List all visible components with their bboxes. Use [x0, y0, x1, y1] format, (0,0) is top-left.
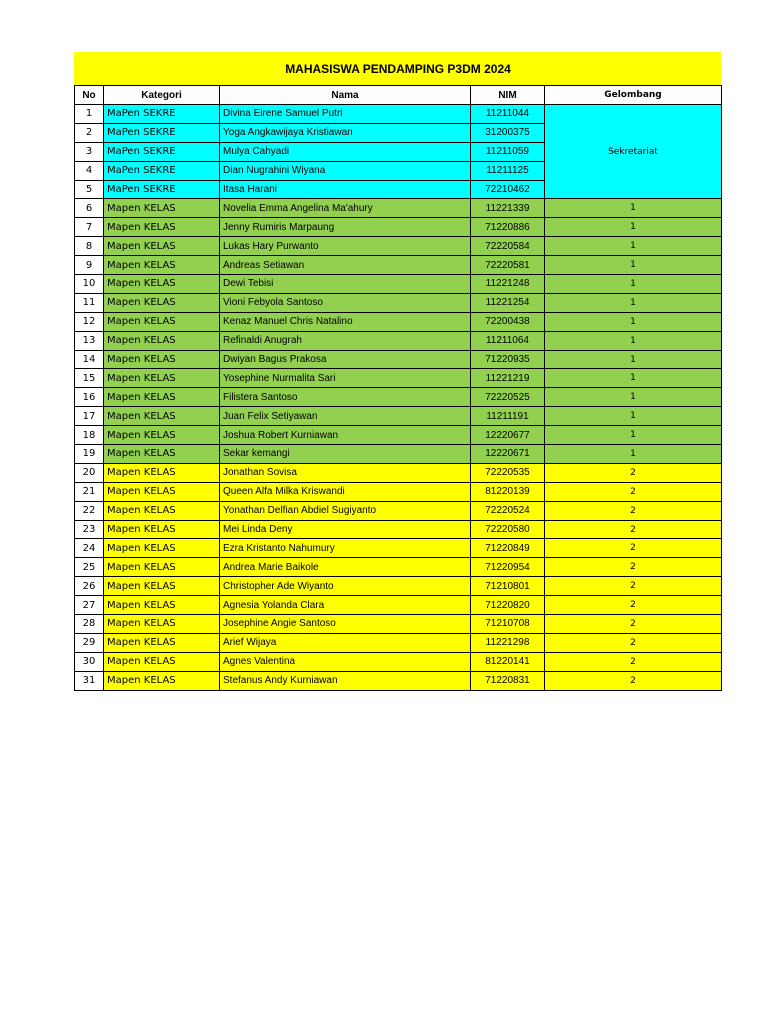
cell-gelombang: 2	[545, 463, 722, 482]
cell-nama: Andreas Setiawan	[220, 256, 471, 275]
cell-kategori: Mapen KELAS	[104, 652, 220, 671]
cell-nama: Filistera Santoso	[220, 388, 471, 407]
cell-no: 28	[75, 615, 104, 634]
cell-nama: Christopher Ade Wiyanto	[220, 577, 471, 596]
table-row	[75, 539, 722, 558]
cell-gelombang: 1	[545, 388, 722, 407]
spreadsheet	[74, 52, 721, 691]
cell-no: 14	[75, 350, 104, 369]
header-kategori: Kategori	[104, 86, 220, 105]
cell-gelombang: 1	[545, 407, 722, 426]
cell-gelombang: 2	[545, 558, 722, 577]
cell-no: 23	[75, 520, 104, 539]
cell-nama: Dewi Tebisi	[220, 275, 471, 294]
table-row	[75, 312, 722, 331]
cell-kategori: Mapen KELAS	[104, 482, 220, 501]
cell-nim: 11221339	[471, 199, 545, 218]
cell-gelombang: 1	[545, 256, 722, 275]
cell-no: 1	[75, 105, 104, 124]
table-row	[75, 463, 722, 482]
cell-no: 22	[75, 501, 104, 520]
cell-nama: Yonathan Delfian Abdiel Sugiyanto	[220, 501, 471, 520]
cell-kategori: Mapen KELAS	[104, 463, 220, 482]
cell-nama: Dwiyan Bagus Prakosa	[220, 350, 471, 369]
cell-nama: Agnes Valentina	[220, 652, 471, 671]
cell-no: 4	[75, 161, 104, 180]
cell-kategori: Mapen KELAS	[104, 577, 220, 596]
cell-no: 8	[75, 237, 104, 256]
cell-nama: Kenaz Manuel Chris Natalino	[220, 312, 471, 331]
cell-no: 18	[75, 426, 104, 445]
header-nama: Nama	[220, 86, 471, 105]
cell-nim: 81220141	[471, 652, 545, 671]
cell-nama: Refinaldi Anugrah	[220, 331, 471, 350]
table-row	[75, 633, 722, 652]
cell-no: 13	[75, 331, 104, 350]
cell-nim: 11221219	[471, 369, 545, 388]
cell-nama: Agnesia Yolanda Clara	[220, 596, 471, 615]
table-row	[75, 407, 722, 426]
cell-gelombang: 1	[545, 275, 722, 294]
cell-no: 15	[75, 369, 104, 388]
cell-nim: 72220525	[471, 388, 545, 407]
cell-nama: Jonathan Sovisa	[220, 463, 471, 482]
cell-nim: 71220954	[471, 558, 545, 577]
cell-gelombang: 2	[545, 482, 722, 501]
cell-no: 3	[75, 142, 104, 161]
cell-kategori: Mapen KELAS	[104, 350, 220, 369]
cell-nama: Itasa Harani	[220, 180, 471, 199]
cell-nim: 72220581	[471, 256, 545, 275]
cell-no: 5	[75, 180, 104, 199]
cell-no: 16	[75, 388, 104, 407]
header-no: No	[75, 86, 104, 105]
cell-kategori: Mapen KELAS	[104, 218, 220, 237]
sheet-title: MAHASISWA PENDAMPING P3DM 2024	[74, 52, 721, 85]
cell-gelombang: 2	[545, 596, 722, 615]
cell-kategori: MaPen SEKRE	[104, 105, 220, 124]
table-row	[75, 293, 722, 312]
cell-nama: Mulya Cahyadi	[220, 142, 471, 161]
cell-gelombang: 1	[545, 218, 722, 237]
table-row	[75, 331, 722, 350]
cell-kategori: Mapen KELAS	[104, 312, 220, 331]
cell-nama: Stefanus Andy Kurniawan	[220, 671, 471, 690]
cell-gelombang-sekretariat: Sekretariat	[545, 105, 722, 199]
table-row	[75, 615, 722, 634]
cell-kategori: Mapen KELAS	[104, 558, 220, 577]
cell-no: 27	[75, 596, 104, 615]
cell-kategori: Mapen KELAS	[104, 369, 220, 388]
cell-nama: Dian Nugrahini Wiyana	[220, 161, 471, 180]
cell-nama: Queen Alfa Milka Kriswandi	[220, 482, 471, 501]
cell-nim: 71210708	[471, 615, 545, 634]
cell-gelombang: 2	[545, 539, 722, 558]
cell-no: 29	[75, 633, 104, 652]
cell-nim: 12220671	[471, 445, 545, 464]
cell-kategori: Mapen KELAS	[104, 293, 220, 312]
cell-no: 2	[75, 123, 104, 142]
cell-kategori: Mapen KELAS	[104, 520, 220, 539]
cell-gelombang: 2	[545, 633, 722, 652]
cell-kategori: Mapen KELAS	[104, 426, 220, 445]
cell-kategori: Mapen KELAS	[104, 615, 220, 634]
cell-nama: Lukas Hary Purwanto	[220, 237, 471, 256]
cell-kategori: Mapen KELAS	[104, 633, 220, 652]
table-row	[75, 520, 722, 539]
cell-kategori: Mapen KELAS	[104, 388, 220, 407]
cell-nim: 72210462	[471, 180, 545, 199]
cell-nama: Arief Wijaya	[220, 633, 471, 652]
table-row	[75, 426, 722, 445]
cell-gelombang: 2	[545, 501, 722, 520]
cell-gelombang: 2	[545, 577, 722, 596]
cell-gelombang: 1	[545, 199, 722, 218]
header-row	[75, 86, 722, 105]
cell-kategori: Mapen KELAS	[104, 445, 220, 464]
cell-gelombang: 1	[545, 237, 722, 256]
cell-kategori: Mapen KELAS	[104, 256, 220, 275]
cell-nim: 11211191	[471, 407, 545, 426]
cell-nim: 11211125	[471, 161, 545, 180]
cell-gelombang: 1	[545, 331, 722, 350]
cell-nim: 11211059	[471, 142, 545, 161]
cell-no: 19	[75, 445, 104, 464]
cell-kategori: Mapen KELAS	[104, 596, 220, 615]
cell-nim: 11211064	[471, 331, 545, 350]
table-row	[75, 350, 722, 369]
cell-nim: 11211044	[471, 105, 545, 124]
cell-no: 7	[75, 218, 104, 237]
cell-nim: 71220886	[471, 218, 545, 237]
cell-no: 24	[75, 539, 104, 558]
cell-no: 31	[75, 671, 104, 690]
header-nim: NIM	[471, 86, 545, 105]
cell-nama: Vioni Febyola Santoso	[220, 293, 471, 312]
cell-nama: Josephine Angie Santoso	[220, 615, 471, 634]
cell-nim: 71220820	[471, 596, 545, 615]
cell-nim: 31200375	[471, 123, 545, 142]
cell-kategori: MaPen SEKRE	[104, 161, 220, 180]
cell-nama: Mei Linda Deny	[220, 520, 471, 539]
table-row	[75, 482, 722, 501]
cell-kategori: Mapen KELAS	[104, 275, 220, 294]
cell-no: 30	[75, 652, 104, 671]
cell-nim: 11221298	[471, 633, 545, 652]
cell-gelombang: 1	[545, 369, 722, 388]
table-row	[75, 596, 722, 615]
cell-no: 10	[75, 275, 104, 294]
table-row	[75, 199, 722, 218]
table-row	[75, 652, 722, 671]
cell-kategori: Mapen KELAS	[104, 331, 220, 350]
cell-nama: Andrea Marie Baikole	[220, 558, 471, 577]
cell-gelombang: 1	[545, 445, 722, 464]
cell-nim: 71210801	[471, 577, 545, 596]
cell-gelombang: 1	[545, 426, 722, 445]
table-row	[75, 105, 722, 124]
table-row	[75, 388, 722, 407]
mahasiswa-table	[74, 85, 722, 691]
cell-gelombang: 2	[545, 520, 722, 539]
header-gelombang: Gelombang	[545, 86, 722, 105]
cell-no: 12	[75, 312, 104, 331]
cell-nim: 72200438	[471, 312, 545, 331]
cell-nim: 11221248	[471, 275, 545, 294]
cell-no: 11	[75, 293, 104, 312]
cell-kategori: Mapen KELAS	[104, 671, 220, 690]
cell-kategori: Mapen KELAS	[104, 407, 220, 426]
table-row	[75, 558, 722, 577]
table-row	[75, 501, 722, 520]
cell-nim: 72220524	[471, 501, 545, 520]
cell-kategori: Mapen KELAS	[104, 539, 220, 558]
cell-nama: Jenny Rumiris Marpaung	[220, 218, 471, 237]
cell-nama: Joshua Robert Kurniawan	[220, 426, 471, 445]
cell-kategori: Mapen KELAS	[104, 501, 220, 520]
cell-nim: 71220849	[471, 539, 545, 558]
table-row	[75, 237, 722, 256]
cell-nama: Juan Felix Setiyawan	[220, 407, 471, 426]
cell-nim: 11221254	[471, 293, 545, 312]
cell-nim: 81220139	[471, 482, 545, 501]
table-row	[75, 218, 722, 237]
cell-no: 9	[75, 256, 104, 275]
cell-kategori: MaPen SEKRE	[104, 142, 220, 161]
cell-nim: 12220677	[471, 426, 545, 445]
cell-gelombang: 1	[545, 350, 722, 369]
cell-no: 17	[75, 407, 104, 426]
cell-nama: Ezra Kristanto Nahumury	[220, 539, 471, 558]
cell-no: 20	[75, 463, 104, 482]
table-row	[75, 369, 722, 388]
table-row	[75, 577, 722, 596]
table-row	[75, 275, 722, 294]
cell-kategori: MaPen SEKRE	[104, 123, 220, 142]
table-row	[75, 671, 722, 690]
table-row	[75, 445, 722, 464]
cell-nim: 72220535	[471, 463, 545, 482]
cell-no: 21	[75, 482, 104, 501]
table-body	[75, 105, 722, 691]
cell-nim: 72220580	[471, 520, 545, 539]
cell-nama: Divina Eirene Samuel Putri	[220, 105, 471, 124]
cell-kategori: Mapen KELAS	[104, 237, 220, 256]
cell-nama: Sekar kemangi	[220, 445, 471, 464]
cell-gelombang: 2	[545, 652, 722, 671]
cell-nim: 71220831	[471, 671, 545, 690]
cell-no: 26	[75, 577, 104, 596]
cell-gelombang: 2	[545, 671, 722, 690]
cell-gelombang: 1	[545, 312, 722, 331]
cell-nama: Novelia Emma Angelina Ma'ahury	[220, 199, 471, 218]
cell-nim: 72220584	[471, 237, 545, 256]
cell-kategori: Mapen KELAS	[104, 199, 220, 218]
cell-nama: Yoga Angkawijaya Kristiawan	[220, 123, 471, 142]
cell-kategori: MaPen SEKRE	[104, 180, 220, 199]
cell-gelombang: 1	[545, 293, 722, 312]
cell-nim: 71220935	[471, 350, 545, 369]
cell-no: 6	[75, 199, 104, 218]
cell-gelombang: 2	[545, 615, 722, 634]
table-row	[75, 256, 722, 275]
cell-no: 25	[75, 558, 104, 577]
cell-nama: Yosephine Nurmalita Sari	[220, 369, 471, 388]
